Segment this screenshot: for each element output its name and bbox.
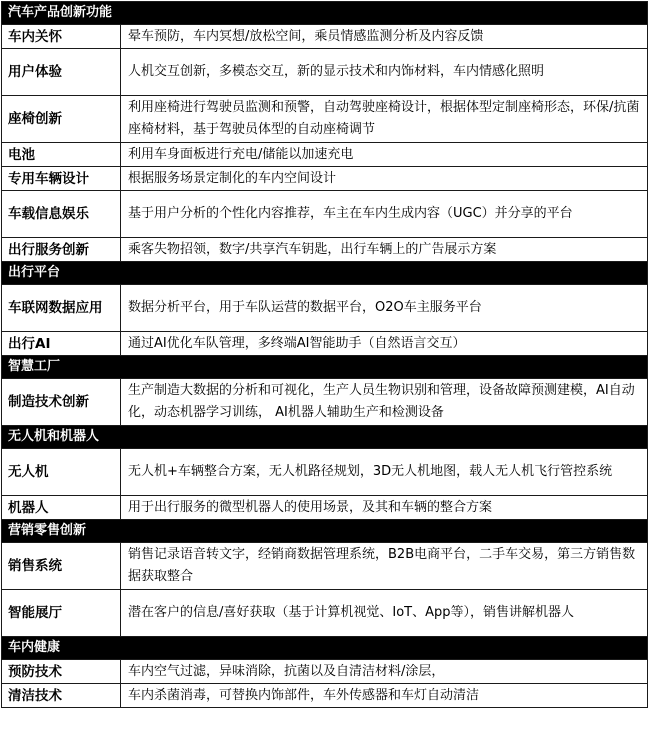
row-description: 车内杀菌消毒，可替换内饰部件，车外传感器和车灯自动清洁 [121,684,648,708]
section-header [2,426,648,449]
row-description: 人机交互创新，多模态交互，新的显示技术和内饰材料，车内情感化照明 [121,49,648,96]
table-row [2,590,648,637]
row-description: 车内空气过滤，异味消除，抗菌以及自清洁材料/涂层， [121,660,648,684]
table-row [2,238,648,262]
section-title: 汽车产品创新功能 [2,2,648,25]
row-label: 用户体验 [2,49,121,96]
row-label: 车联网数据应用 [2,285,121,332]
row-description: 生产制造大数据的分析和可视化，生产人员生物识别和管理，设备故障预测建模，AI自动化，动态机器学习训练， AI机器人辅助生产和检测设备 [121,379,648,426]
table-row [2,285,648,332]
table-row [2,379,648,426]
table-row [2,449,648,496]
row-label: 出行AI [2,332,121,356]
row-description: 潜在客户的信息/喜好获取（基于计算机视觉、IoT、App等），销售讲解机器人 [121,590,648,637]
row-description: 基于用户分析的个性化内容推荐，车主在车内生成内容（UGC）并分享的平台 [121,191,648,238]
row-label: 无人机 [2,449,121,496]
section-title: 车内健康 [2,637,648,660]
table-row [2,332,648,356]
section-title: 营销零售创新 [2,520,648,543]
table-row [2,49,648,96]
row-label: 车载信息娱乐 [2,191,121,238]
table-row [2,191,648,238]
section-title: 无人机和机器人 [2,426,648,449]
row-label: 预防技术 [2,660,121,684]
row-description: 根据服务场景定制化的车内空间设计 [121,167,648,191]
section-header [2,2,648,25]
row-description: 利用车身面板进行充电/储能以加速充电 [121,143,648,167]
table-row [2,684,648,708]
section-title: 出行平台 [2,262,648,285]
table-row [2,660,648,684]
row-label: 清洁技术 [2,684,121,708]
row-label: 专用车辆设计 [2,167,121,191]
section-header [2,637,648,660]
row-label: 制造技术创新 [2,379,121,426]
table-row [2,167,648,191]
table-row [2,143,648,167]
row-description: 利用座椅进行驾驶员监测和预警，自动驾驶座椅设计，根据体型定制座椅形态，环保/抗菌座椅材料，基于驾驶员体型的自动座椅调节 [121,96,648,143]
row-description: 销售记录语音转文字，经销商数据管理系统，B2B电商平台，二手车交易，第三方销售数据获取整合 [121,543,648,590]
row-description: 数据分析平台，用于车队运营的数据平台，O2O车主服务平台 [121,285,648,332]
row-label: 出行服务创新 [2,238,121,262]
row-label: 销售系统 [2,543,121,590]
row-label: 机器人 [2,496,121,520]
section-header [2,520,648,543]
section-title: 智慧工厂 [2,356,648,379]
row-description: 乘客失物招领，数字/共享汽车钥匙，出行车辆上的广告展示方案 [121,238,648,262]
row-label: 车内关怀 [2,25,121,49]
row-label: 智能展厅 [2,590,121,637]
row-label: 电池 [2,143,121,167]
table-row [2,25,648,49]
row-description: 用于出行服务的微型机器人的使用场景，及其和车辆的整合方案 [121,496,648,520]
section-header [2,356,648,379]
table-row [2,96,648,143]
section-header [2,262,648,285]
table-row [2,496,648,520]
row-label: 座椅创新 [2,96,121,143]
row-description: 晕车预防，车内冥想/放松空间，乘员情感监测分析及内容反馈 [121,25,648,49]
row-description: 无人机+车辆整合方案，无人机路径规划，3D无人机地图，载人无人机飞行管控系统 [121,449,648,496]
row-description: 通过AI优化车队管理，多终端AI智能助手（自然语言交互） [121,332,648,356]
innovation-table [1,1,648,708]
table-row [2,543,648,590]
